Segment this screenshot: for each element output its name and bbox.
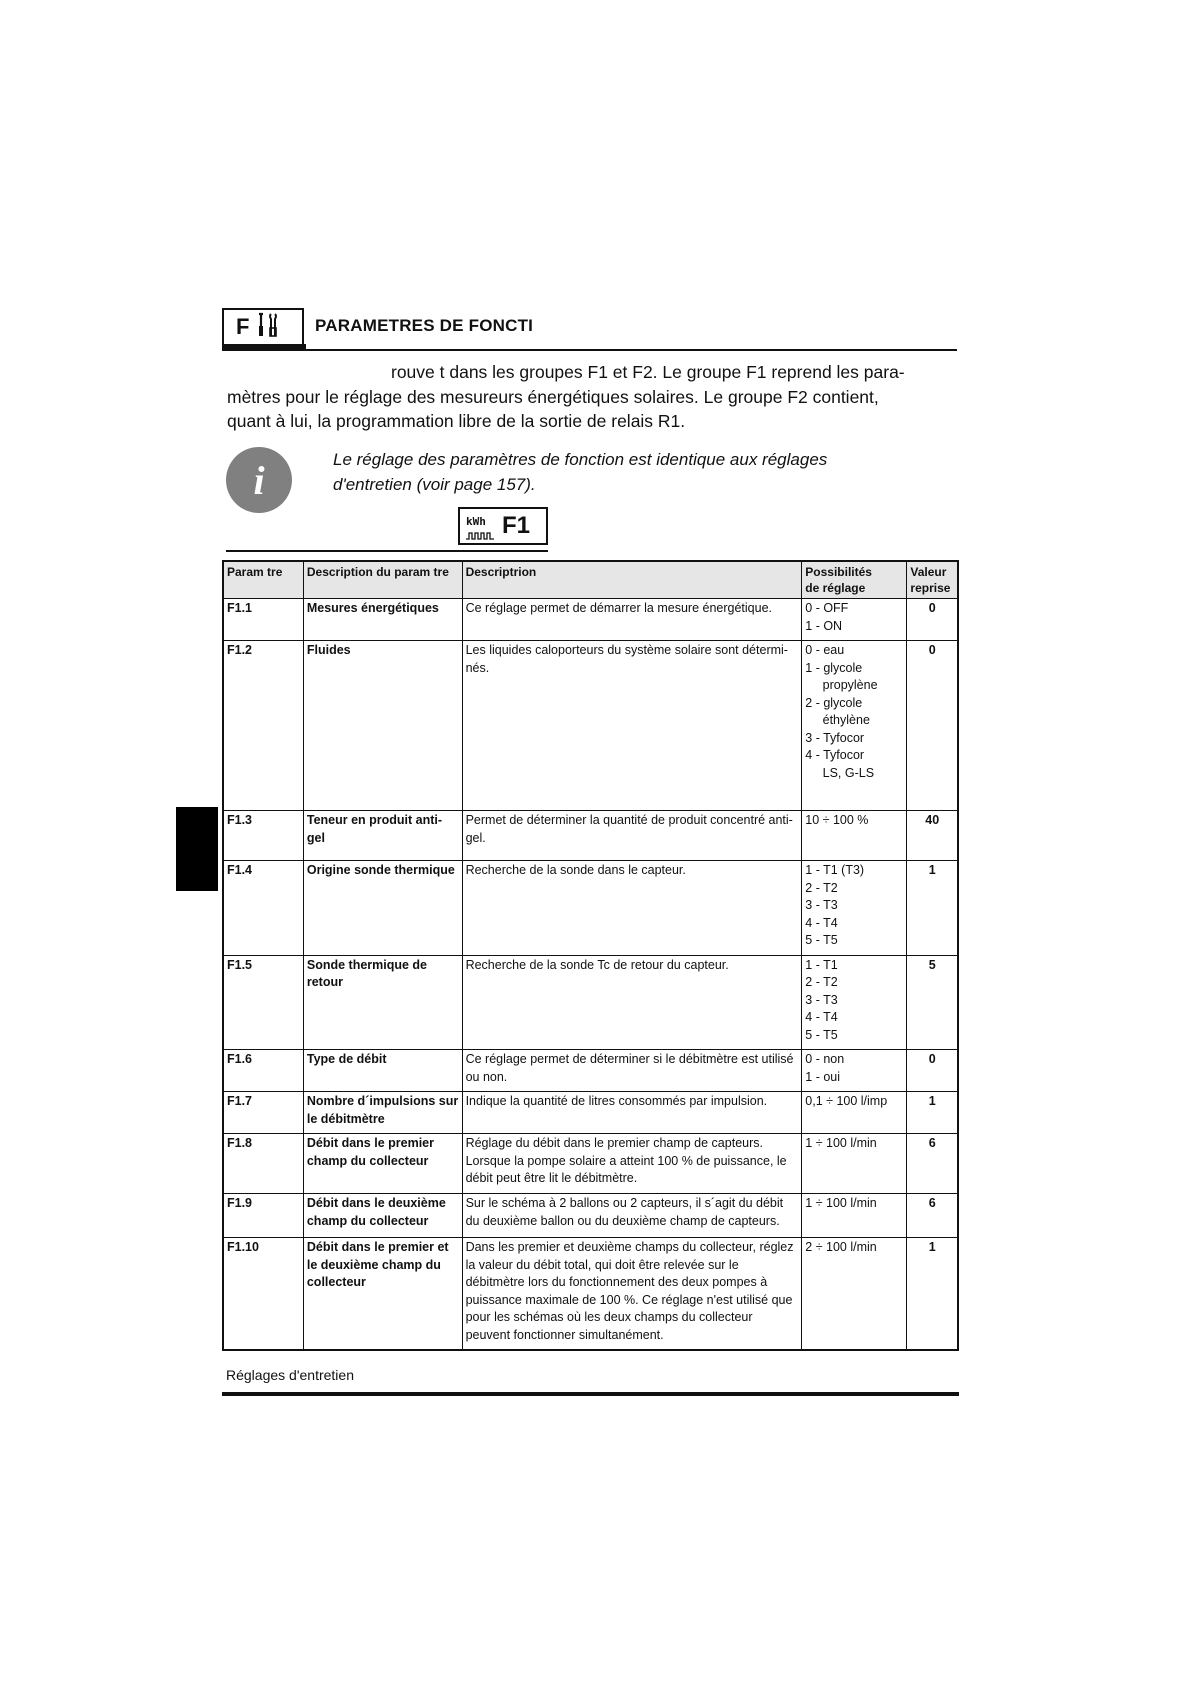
option-line: propylène — [805, 678, 878, 692]
info-note-line: Le réglage des paramètres de fonction est identique aux réglages — [333, 450, 828, 469]
table-row — [223, 599, 958, 641]
table-body — [223, 599, 958, 1351]
param-name: Nombre d´impulsions sur le débitmètre — [303, 1092, 462, 1134]
param-options — [802, 641, 907, 811]
option-line: éthylène — [805, 713, 870, 727]
param-name: Fluides — [303, 641, 462, 811]
option-line: 1 ÷ 100 l/min — [805, 1196, 877, 1210]
header-description-short: Description du param tre — [303, 561, 462, 599]
param-options — [802, 1194, 907, 1238]
option-line: 3 - Tyfocor — [805, 730, 865, 745]
param-default-value: 0 — [907, 1050, 958, 1092]
option-line: 0 - OFF — [805, 601, 849, 615]
header-options-line: Possibilités — [805, 565, 872, 579]
param-description: Recherche de la sonde Tc de retour du capteur. — [462, 955, 802, 1050]
param-description: Recherche de la sonde dans le capteur. — [462, 861, 802, 956]
param-default-value: 1 — [907, 1092, 958, 1134]
header-rule — [222, 349, 957, 351]
header-options — [802, 561, 907, 599]
param-code: F1.2 — [223, 641, 303, 811]
option-line: 0,1 ÷ 100 l/imp — [805, 1094, 888, 1108]
table-row — [223, 1092, 958, 1134]
param-code: F1.10 — [223, 1238, 303, 1351]
param-name: Débit dans le premier champ du collecteur — [303, 1134, 462, 1194]
param-description: Ce réglage permet de déterminer si le débitmètre est utilisé ou non. — [462, 1050, 802, 1092]
group-code: F1 — [502, 512, 531, 539]
param-options — [802, 861, 907, 956]
footer-text: Réglages d'entretien — [226, 1367, 354, 1383]
param-description: Dans les premier et deuxième champs du collecteur, réglez la valeur du débit total, qui doit être relevée sur le débitmètre lors du fonctionnement des deux pompes à puissance maximale de 100 %. Ce réglage n'est utilisé que pour les schémas où les deux champs du collecteur peuvent fonctionner simultanément. — [462, 1238, 802, 1351]
param-description: Réglage du débit dans le premier champ de capteurs. Lorsque la pompe solaire a atteint 100 % de puissance, le débit peut être lit le débitmètre. — [462, 1134, 802, 1194]
group-rule — [226, 550, 548, 552]
param-name: Type de débit — [303, 1050, 462, 1092]
footer-rule — [222, 1392, 959, 1396]
param-code: F1.7 — [223, 1092, 303, 1134]
tools-icon — [257, 312, 279, 343]
option-line: 5 - T5 — [805, 1027, 838, 1042]
parameter-table — [222, 560, 959, 1351]
header-description: Descriptrion — [462, 561, 802, 599]
table-row — [223, 641, 958, 811]
param-name: Mesures énergétiques — [303, 599, 462, 641]
section-badge — [222, 308, 304, 346]
option-line: 1 - oui — [805, 1069, 841, 1084]
option-line: 2 - glycole — [805, 695, 863, 710]
param-name: Débit dans le premier et le deuxième champ du collecteur — [303, 1238, 462, 1351]
table-row — [223, 1194, 958, 1238]
info-icon: i — [226, 447, 292, 513]
param-default-value: 5 — [907, 955, 958, 1050]
page-title: PARAMETRES DE FONCTI — [315, 316, 534, 335]
header-value-line: reprise — [910, 581, 951, 595]
param-description: Les liquides caloporteurs du système solaire sont détermi- nés. — [462, 641, 802, 811]
param-options — [802, 1050, 907, 1092]
param-name: Sonde thermique de retour — [303, 955, 462, 1050]
header-value — [907, 561, 958, 599]
table-header-row — [223, 561, 958, 599]
chapter-tab — [176, 807, 218, 891]
option-line: 2 - T2 — [805, 975, 838, 989]
param-options — [802, 811, 907, 861]
param-default-value: 1 — [907, 1238, 958, 1351]
param-description: Ce réglage permet de démarrer la mesure énergétique. — [462, 599, 802, 641]
param-default-value: 0 — [907, 599, 958, 641]
option-line: LS, G-LS — [805, 765, 875, 780]
param-code: F1.1 — [223, 599, 303, 641]
table-row — [223, 861, 958, 956]
param-default-value: 6 — [907, 1134, 958, 1194]
param-options — [802, 1134, 907, 1194]
option-line: 4 - T4 — [805, 1010, 838, 1024]
param-code: F1.8 — [223, 1134, 303, 1194]
param-options — [802, 1092, 907, 1134]
energy-meter-icon — [466, 512, 496, 540]
param-name: Origine sonde thermique — [303, 861, 462, 956]
option-line: 2 - T2 — [805, 880, 838, 895]
header-options-line: de réglage — [805, 581, 866, 595]
param-code: F1.5 — [223, 955, 303, 1050]
option-line: 5 - T5 — [805, 933, 838, 947]
option-line: 2 ÷ 100 l/min — [805, 1240, 877, 1254]
option-line: 0 - eau — [805, 643, 845, 657]
option-line: 1 ÷ 100 l/min — [805, 1136, 877, 1150]
table-row — [223, 955, 958, 1050]
param-code: F1.4 — [223, 861, 303, 956]
param-default-value: 1 — [907, 861, 958, 956]
param-code: F1.3 — [223, 811, 303, 861]
param-code: F1.9 — [223, 1194, 303, 1238]
param-code: F1.6 — [223, 1050, 303, 1092]
header-param: Param tre — [223, 561, 303, 599]
option-line: 4 - Tyfocor — [805, 748, 865, 762]
param-options — [802, 599, 907, 641]
info-note-line: d'entretien (voir page 157). — [333, 474, 536, 494]
intro-line: quant à lui, la programmation libre de la sortie de relais R1. — [227, 411, 686, 431]
option-line: 1 - T1 (T3) — [805, 863, 865, 877]
section-letter: F — [236, 314, 250, 339]
option-line: 3 - T3 — [805, 992, 838, 1007]
info-note — [333, 448, 933, 497]
param-name: Débit dans le deuxième champ du collecteur — [303, 1194, 462, 1238]
param-options — [802, 955, 907, 1050]
param-options — [802, 1238, 907, 1351]
table-row — [223, 1238, 958, 1351]
group-unit: kWh — [466, 515, 486, 528]
option-line: 1 - ON — [805, 618, 843, 633]
param-description: Permet de déterminer la quantité de produit concentré anti- gel. — [462, 811, 802, 861]
param-description: Indique la quantité de litres consommés par impulsion. — [462, 1092, 802, 1134]
param-default-value: 40 — [907, 811, 958, 861]
option-line: 4 - T4 — [805, 915, 838, 930]
intro-paragraph — [227, 360, 947, 434]
option-line: 0 - non — [805, 1052, 845, 1066]
param-default-value: 6 — [907, 1194, 958, 1238]
table-row — [223, 811, 958, 861]
option-line: 10 ÷ 100 % — [805, 813, 869, 827]
param-description: Sur le schéma à 2 ballons ou 2 capteurs, il s´agit du débit du deuxième ballon ou du deuxième champ de capteurs. — [462, 1194, 802, 1238]
option-line: 1 - T1 — [805, 957, 838, 972]
header-value-line: Valeur — [910, 565, 947, 579]
group-badge — [458, 507, 548, 545]
param-name: Teneur en produit anti-gel — [303, 811, 462, 861]
table-row — [223, 1050, 958, 1092]
option-line: 3 - T3 — [805, 898, 838, 912]
param-default-value: 0 — [907, 641, 958, 811]
option-line: 1 - glycole — [805, 660, 863, 675]
pulse-icon — [466, 532, 496, 540]
table-row — [223, 1134, 958, 1194]
intro-line: mètres pour le réglage des mesureurs énergétiques solaires. Le groupe F2 contient, — [227, 386, 879, 407]
intro-line: rouve t dans les groupes F1 et F2. Le groupe F1 reprend les para- — [391, 362, 905, 382]
